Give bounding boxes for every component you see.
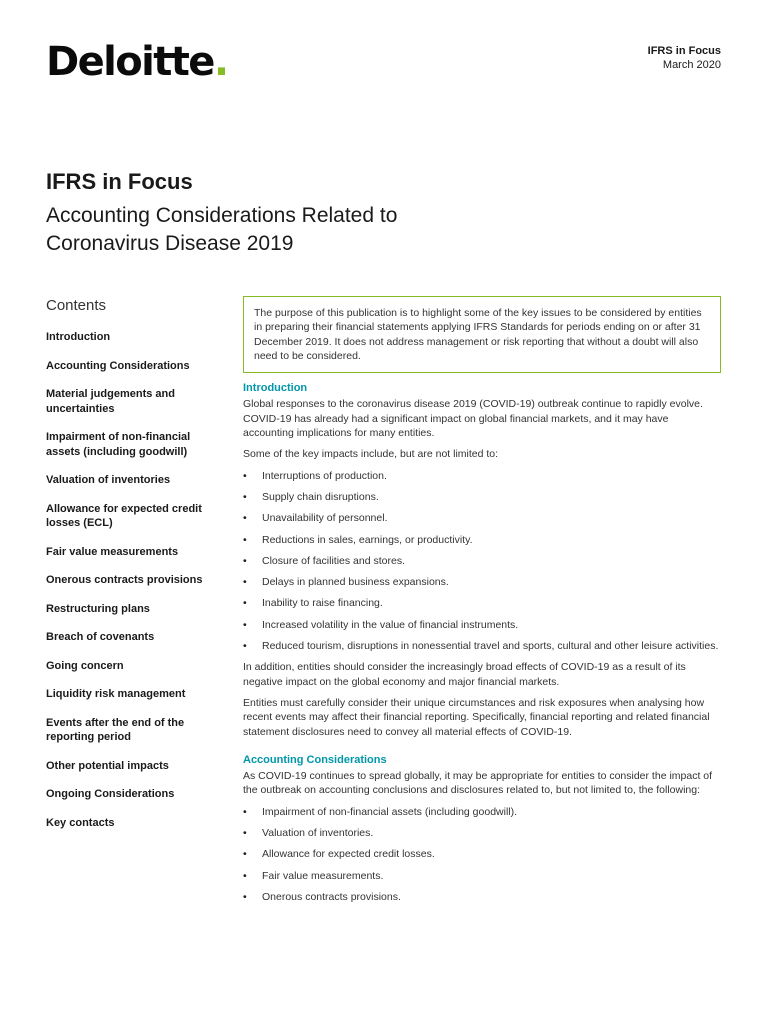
table-of-contents (46, 330, 218, 844)
paragraph: In addition, entities should consider the increasingly broad effects of COVID-19 as a result of its negative impact on the global economy and major financial markets. (243, 661, 686, 688)
subtitle-line: Accounting Considerations Related to (46, 204, 398, 227)
toc-item[interactable]: Introduction (46, 331, 111, 343)
toc-item[interactable]: Going concern (46, 659, 124, 672)
toc-item[interactable]: Accounting Considerations (46, 359, 190, 372)
list-item: • Interruptions of production. (243, 469, 721, 483)
publication-date: March 2020 (662, 59, 721, 71)
list-item: • Impairment of non-financial assets (including goodwill). (243, 805, 721, 819)
paragraph: As COVID-19 continues to spread globally, it may be appropriate for entities to consider the impact of the outbreak on accounting conclusions and disclosures related to, but not limited to, the following: (243, 770, 713, 797)
list-item: • Reduced tourism, disruptions in nonessential travel and sports, cultural and other leisure activities. (243, 639, 721, 653)
logo-dot: . (213, 39, 228, 85)
toc-item[interactable]: Restructuring plans (46, 602, 150, 615)
toc-item[interactable]: Key contacts (46, 816, 115, 829)
list-item: • Supply chain disruptions. (243, 490, 721, 504)
section-heading-accounting: Accounting Considerations (243, 753, 387, 766)
list-item: • Increased volatility in the value of financial instruments. (243, 618, 721, 632)
subtitle-line: Coronavirus Disease 2019 (46, 232, 294, 255)
toc-item[interactable]: Material judgements and uncertainties (46, 388, 175, 415)
list-item: • Onerous contracts provisions. (243, 890, 721, 904)
paragraph: Global responses to the coronavirus disease 2019 (COVID-19) outbreak continue to rapidly evolve. COVID-19 has already had a significant impact on global financial markets, and it may have accounting implications for many entities. (243, 398, 703, 440)
toc-item[interactable]: Fair value measurements (46, 545, 179, 558)
toc-item[interactable]: Allowance for expected credit losses (ECL) (46, 502, 202, 529)
paragraph: Some of the key impacts include, but are not limited to: (243, 448, 499, 461)
logo-text: Deloitte (46, 39, 214, 85)
toc-item[interactable]: Other potential impacts (46, 759, 169, 772)
toc-item[interactable]: Onerous contracts provisions (46, 574, 203, 586)
list-item: • Fair value measurements. (243, 869, 721, 883)
toc-item[interactable]: Breach of covenants (46, 631, 155, 643)
toc-item[interactable]: Ongoing Considerations (46, 788, 175, 800)
toc-item[interactable]: Valuation of inventories (46, 474, 171, 486)
list-item: • Inability to raise financing. (243, 596, 721, 610)
series-title: IFRS in Focus (46, 169, 193, 194)
purpose-callout: The purpose of this publication is to highlight some of the key issues to be considered by entities in preparing their financial statements applying IFRS Standards for periods ending on or after 31 December 2019. It does not address management or risk reporting that without a doubt will also need to be considered. (243, 296, 721, 373)
considerations-list (243, 805, 721, 904)
impacts-list (243, 469, 721, 654)
list-item: • Unavailability of personnel. (243, 511, 721, 525)
list-item: • Valuation of inventories. (243, 826, 721, 840)
paragraph: Entities must carefully consider their unique circumstances and risk exposures when analysing how recent events may affect their financial reporting. Specifically, financial reporting and related financial statement disclosures need to convey all material effects of COVID-19. (243, 696, 710, 738)
toc-item[interactable]: Events after the end of the reporting period (46, 716, 185, 743)
list-item: • Reductions in sales, earnings, or productivity. (243, 533, 721, 547)
list-item: • Delays in planned business expansions. (243, 575, 721, 589)
section-heading-introduction: Introduction (243, 382, 308, 395)
deloitte-logo (46, 40, 227, 84)
main-content (243, 296, 721, 911)
document-subtitle (46, 202, 506, 258)
publication-info (648, 44, 721, 72)
toc-item[interactable]: Liquidity risk management (46, 688, 186, 700)
contents-heading: Contents (46, 297, 107, 314)
toc-item[interactable]: Impairment of non-financial assets (including goodwill) (46, 431, 191, 458)
list-item: • Closure of facilities and stores. (243, 554, 721, 568)
list-item: • Allowance for expected credit losses. (243, 847, 721, 861)
publication-name: IFRS in Focus (647, 45, 721, 57)
